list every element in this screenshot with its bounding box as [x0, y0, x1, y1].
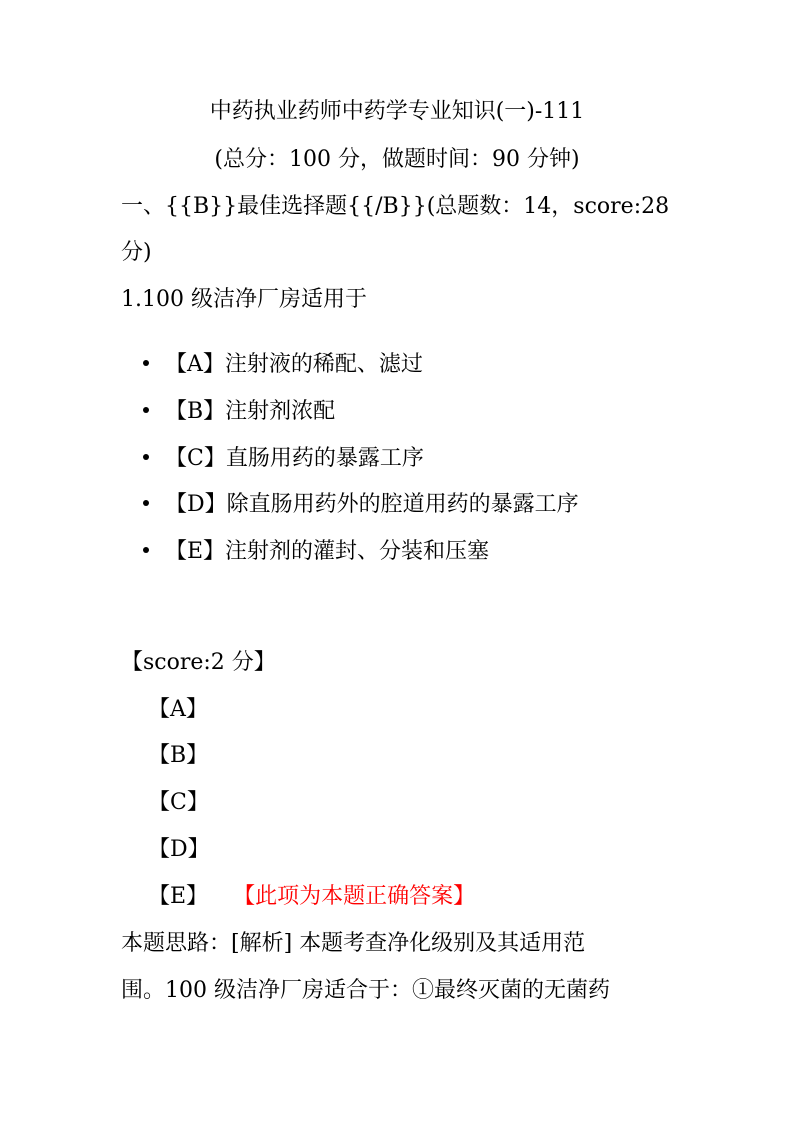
- option-label: 【B】注射剂浓配: [165, 399, 336, 424]
- option-label: 【E】注射剂的灌封、分装和压塞: [165, 539, 490, 564]
- bullet-icon: [143, 547, 149, 553]
- answer-choice-a: 【A】: [148, 697, 208, 722]
- question-stem: 1.100 级洁净厂房适用于: [121, 287, 367, 312]
- option-item-b: [143, 397, 335, 427]
- bullet-icon: [143, 454, 149, 460]
- document-title: 中药执业药师中药学专业知识(一)-111: [209, 99, 585, 124]
- option-item-a: [143, 350, 423, 380]
- option-item-e: [143, 537, 489, 567]
- answer-choice-label: 【E】: [148, 884, 209, 909]
- explanation-line-1: 本题思路：[解析] 本题考查净化级别及其适用范: [121, 931, 586, 956]
- bullet-icon: [143, 407, 149, 413]
- section-heading: 一、{{B}}最佳选择题{{/B}}(总题数：14，score:28: [121, 194, 670, 219]
- explanation-line-2: 围。100 级洁净厂房适合于：①最终灭菌的无菌药: [121, 978, 610, 1003]
- option-label: 【C】直肠用药的暴露工序: [165, 446, 424, 471]
- bullet-icon: [143, 360, 149, 366]
- option-item-d: [143, 490, 579, 520]
- correct-answer-note: 【此项为本题正确答案】: [244, 884, 476, 909]
- answer-choice-c: 【C】: [148, 790, 209, 815]
- score-label: 【score:2 分】: [121, 650, 276, 675]
- bullet-icon: [143, 500, 149, 506]
- option-label: 【A】注射液的稀配、滤过: [165, 352, 423, 377]
- answer-choice-e: [148, 882, 475, 912]
- answer-choice-b: 【B】: [148, 743, 209, 768]
- answer-choice-d: 【D】: [148, 837, 210, 862]
- option-label: 【D】除直肠用药外的腔道用药的暴露工序: [165, 492, 579, 517]
- option-item-c: [143, 444, 424, 474]
- document-subtitle: (总分：100 分，做题时间：90 分钟): [214, 147, 580, 172]
- section-heading-continued: 分): [121, 240, 152, 265]
